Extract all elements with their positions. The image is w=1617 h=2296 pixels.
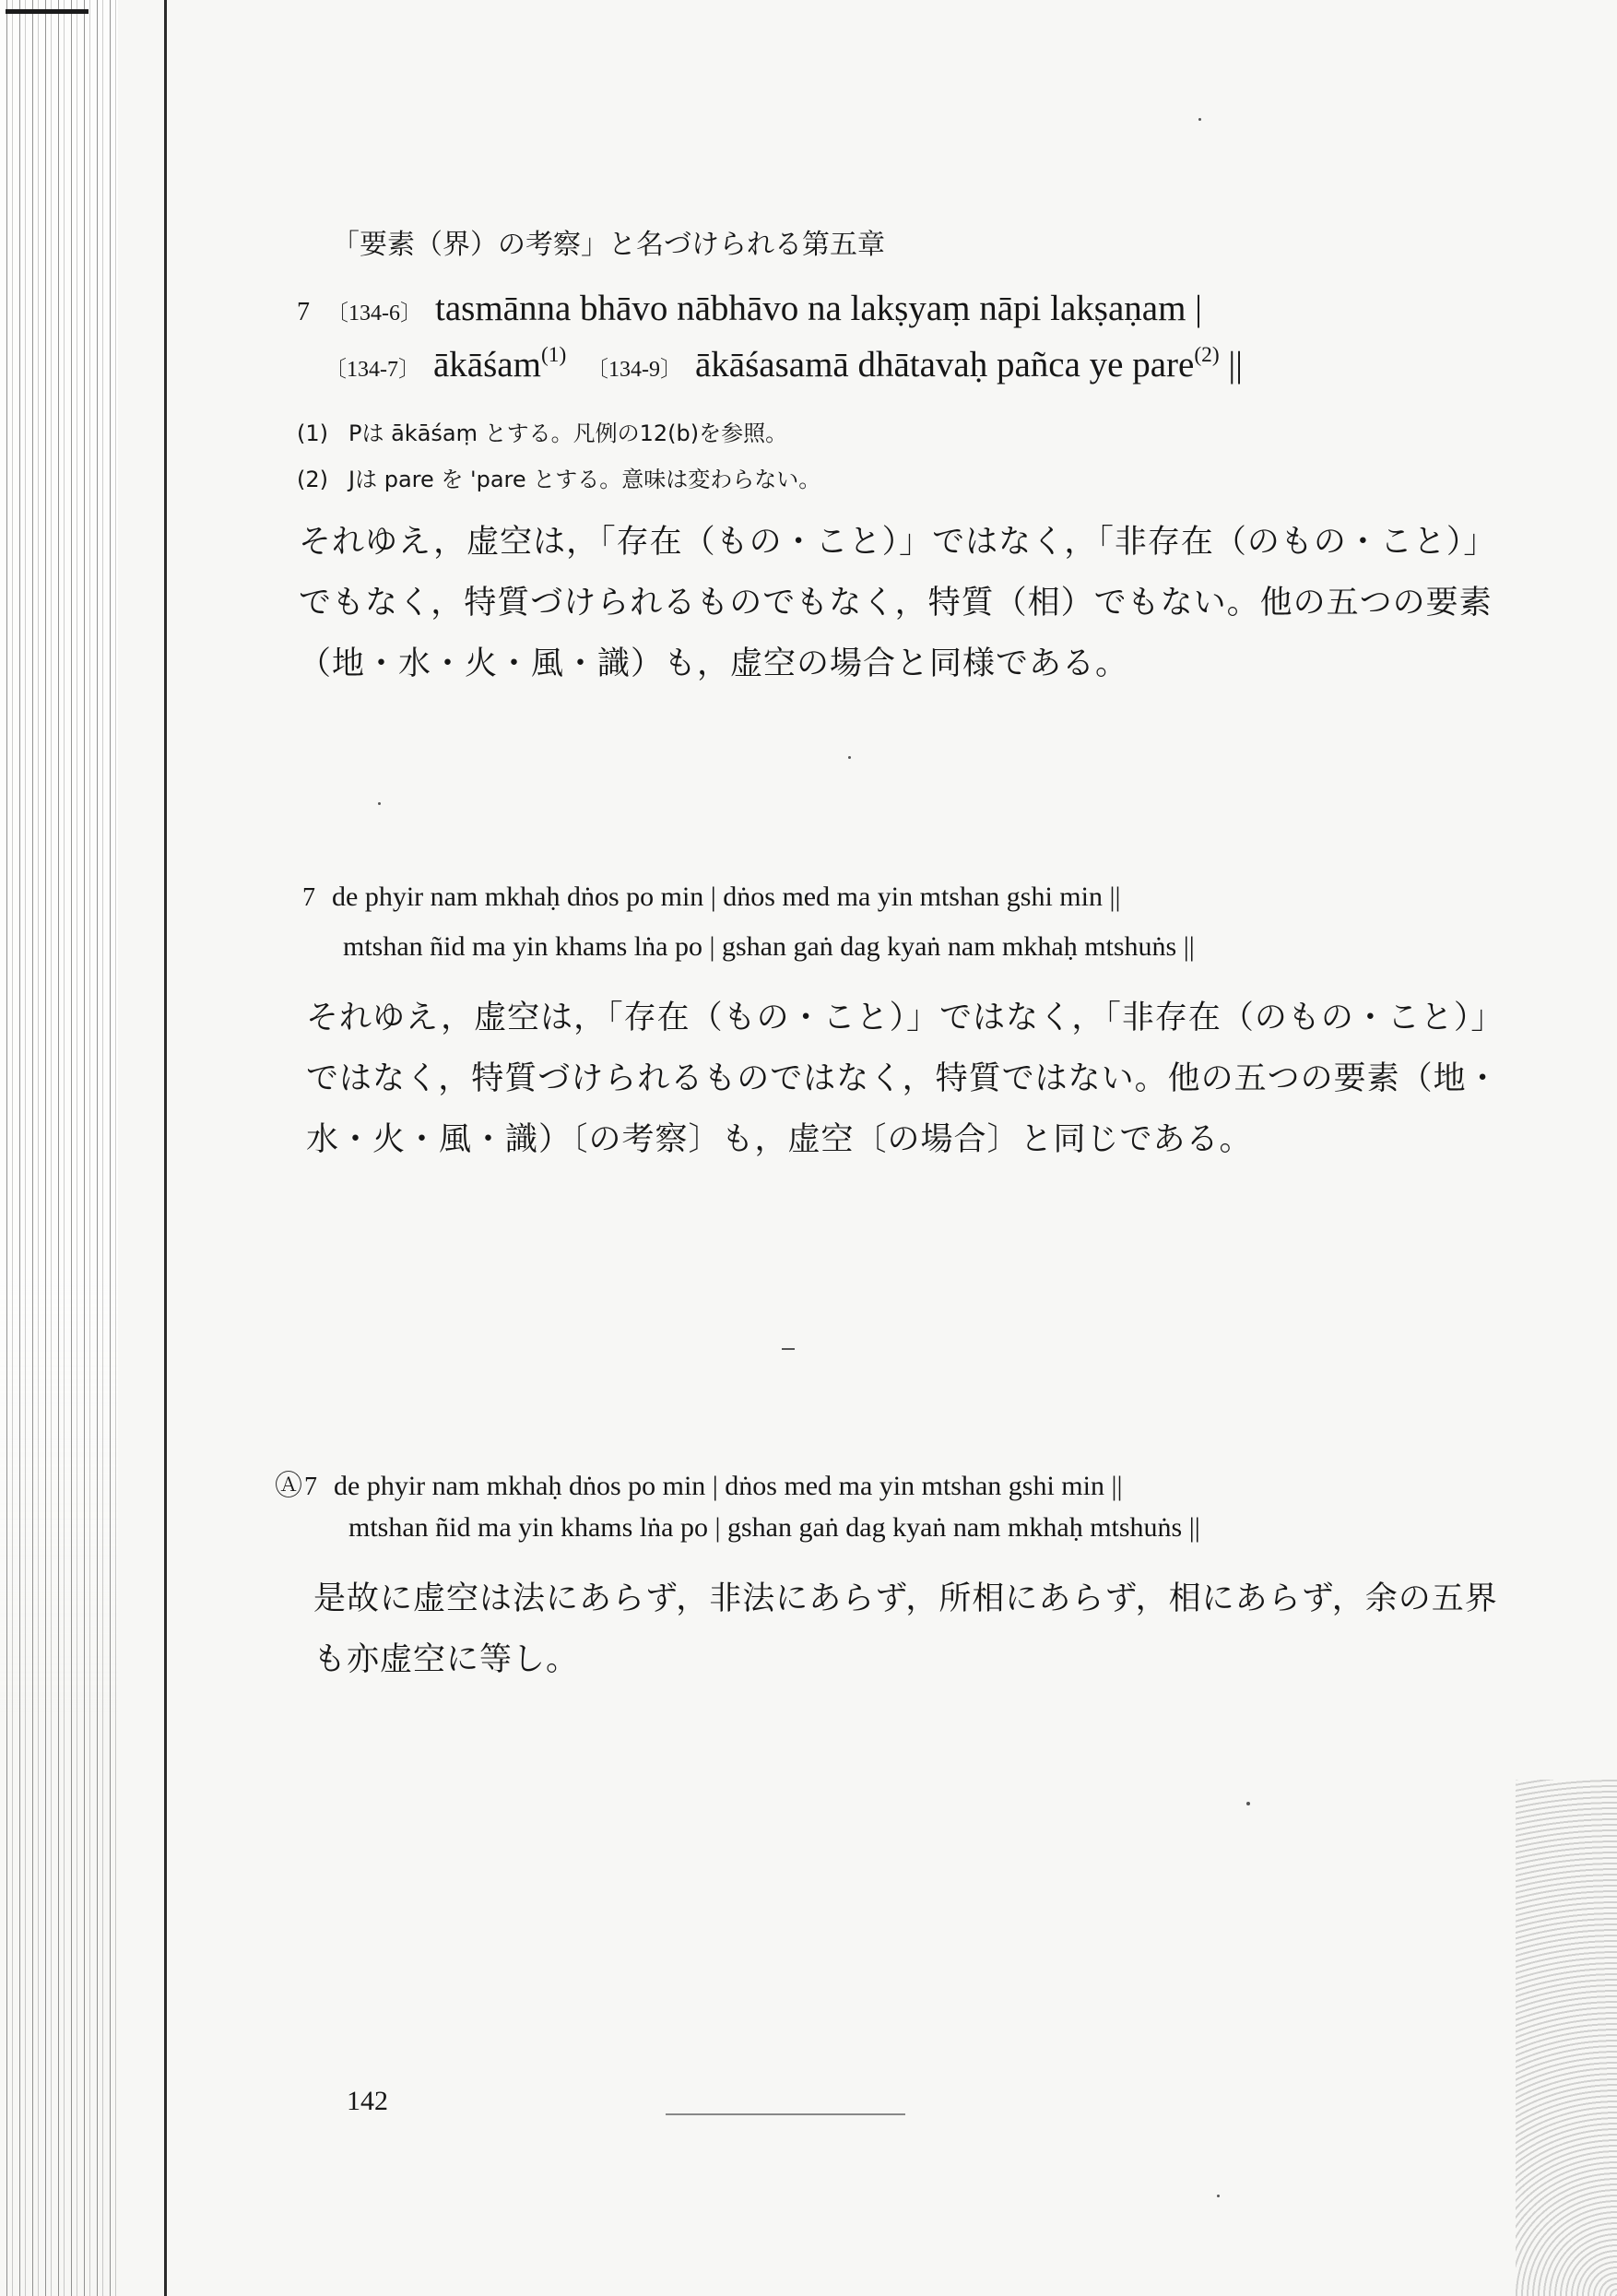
tibetan-line-1 [302, 882, 1120, 913]
reference: 〔134-7〕 [325, 358, 420, 383]
page-number: 142 [347, 2086, 388, 2116]
binding-edge-line [164, 0, 167, 2296]
chapter-heading: 「要素（界）の考察」と名づけられる第五章 [332, 229, 885, 261]
tibetan-text: de phyir nam mkhaḥ dṅos po min | dṅos med ma yin mtshan gshi min || [332, 882, 1121, 912]
translation-line: も亦虚空に等し。 [313, 1641, 580, 1678]
translation-line: でもなく，特質づけられるものでもなく，特質（相）でもない。他の五つの要素 [299, 585, 1493, 621]
footnote-ref: (2) [1194, 343, 1220, 367]
version-marker: Ⓐ [275, 1471, 302, 1501]
footer-rule [666, 2113, 905, 2115]
verse-number: 7 [297, 298, 310, 326]
sanskrit-text: tasmānna bhāvo nābhāvo na lakṣyaṃ nāpi lakṣaṇam | [435, 289, 1202, 328]
scan-speck [782, 1348, 795, 1350]
sanskrit-line-2 [325, 343, 1243, 385]
reference: 〔134-9〕 [585, 358, 682, 383]
scan-speck [1217, 2195, 1220, 2197]
footnote-marker: (2) [297, 467, 328, 492]
corner-mark [6, 9, 89, 14]
scan-speck [1246, 1802, 1250, 1805]
footnote-ref: (1) [540, 343, 567, 367]
footnote-2 [297, 461, 820, 493]
translation-line: それゆえ，虚空は，「存在（もの・こと）」ではなく，「非存在（のもの・こと）」 [299, 524, 1497, 561]
corner-shadow [1516, 1780, 1617, 2296]
verse-number: 7 [302, 883, 315, 912]
verse-end: || [1219, 345, 1243, 385]
footnote-text: Jは pare を 'pare とする。意味は変わらない。 [348, 467, 821, 492]
chinese-version-line-1 [275, 1462, 1122, 1503]
sanskrit-word: ākāśam [433, 345, 541, 385]
scan-speck [378, 802, 381, 805]
translation-line: 是故に虚空は法にあらず，非法にあらず，所相にあらず，相にあらず，余の五界 [313, 1580, 1498, 1617]
footnote-text: Pは ākāśaṃ とする。凡例の12(b)を参照。 [348, 420, 788, 446]
sanskrit-line-1 [297, 288, 1202, 329]
scan-speck [848, 756, 851, 759]
translation-line: ではなく，特質づけられるものではなく，特質ではない。他の五つの要素（地・ [306, 1060, 1500, 1097]
translation-line: それゆえ，虚空は，「存在（もの・こと）」ではなく，「非存在（のもの・こと）」 [306, 1000, 1505, 1036]
chinese-version-line-2: mtshan ñid ma yin khams lṅa po | gshan gaṅ dag kyaṅ nam mkhaḥ mtshuṅs || [348, 1512, 1200, 1543]
tibetan-line-2: mtshan ñid ma yin khams lṅa po | gshan gaṅ dag kyaṅ nam mkhaḥ mtshuṅs || [343, 931, 1195, 962]
reference: 〔134-6〕 [326, 302, 422, 325]
footnote-1 [297, 415, 787, 447]
binding-gutter [0, 0, 118, 2296]
footnote-marker: (1) [297, 420, 328, 446]
scan-speck [1198, 118, 1201, 121]
translation-line: 水・火・風・識）〔の考察〕も，虚空〔の場合〕と同じである。 [306, 1121, 1253, 1158]
translation-line: （地・水・火・風・識）も，虚空の場合と同様である。 [299, 645, 1129, 682]
verse-number: 7 [304, 1473, 317, 1501]
sanskrit-text: ākāśasamā dhātavaḥ pañca ye pare [694, 345, 1195, 385]
tibetan-text: de phyir nam mkhaḥ dṅos po min | dṅos med ma yin mtshan gshi min || [334, 1471, 1123, 1501]
